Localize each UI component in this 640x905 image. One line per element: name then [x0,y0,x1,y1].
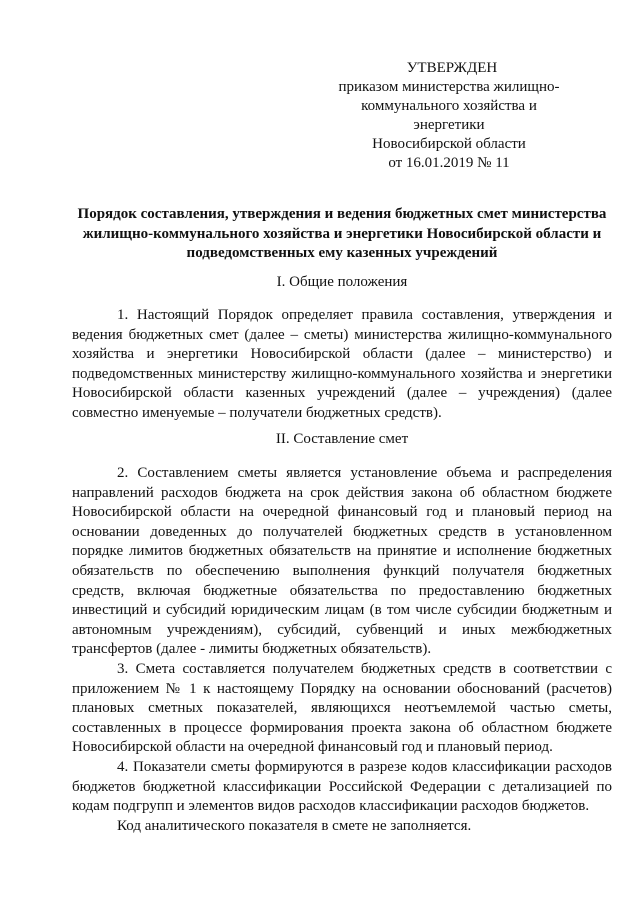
paragraph: 1. Настоящий Порядок определяет правила составления, утверждения и ведения бюджетных смет (далее – сметы) министерства жилищно-коммунального хозяйства и энергетики Новосибирской области (далее – министерство) и подведомственных министерству жилищно-коммунального хозяйства и энергетики Новосибирской области казенных учреждений (далее – учреждения) (далее совместно именуемые – получатели бюджетных средств). [72,307,612,421]
approval-line: коммунального хозяйства и энергетики [361,98,537,133]
paragraph: 4. Показатели сметы формируются в разрезе кодов классификации расходов бюджетов бюджетной классификации Российской Федерации с детализацией по кодам подгрупп и элементов видов расходов классификации расходов бюджетов. [72,758,612,815]
approval-line: Новосибирской области [372,136,526,152]
paragraph: Код аналитического показателя в смете не заполняется. [117,817,472,834]
section-body-general [72,306,612,424]
paragraph: 3. Смета составляется получателем бюджетных средств в соответствии с приложением № 1 к настоящему Порядку на основании обоснований (расчетов) плановых сметных показателей, являющихся неотъемлемой частью сметы, составленных в процессе формирования проекта закона об областном бюджете Новосибирской области на очередной финансовый год и плановый период. [72,660,612,756]
approval-line: приказом министерства жилищно- [338,79,560,95]
approval-date-line: от 16.01.2019 № 11 [388,155,510,171]
paragraph: 2. Составлением сметы является установление объема и распределения направлений расходов бюджета на срок действия закона об областном бюджете Новосибирской области на очередной финансовый год и плановый период на основании доведенных до получателей бюджетных средств в установленном порядке лимитов бюджетных обязательств на принятие и исполнение бюджетных обязательств по обеспечению выполнения функций получателя бюджетных средств, включая бюджетные обязательства по предоставлению бюджетных инвестиций и субсидий юридическим лицам (в том числе субсидии бюджетным и автономным учреждениям), субсидий, субвенций и иных межбюджетных трансфертов (далее - лимиты бюджетных обязательств). [72,465,612,658]
approval-heading: УТВЕРЖДЕН [406,60,498,76]
section-heading-drafting: II. Составление смет [275,431,409,447]
document-title: Порядок составления, утверждения и ведения бюджетных смет министерства жилищно-коммунального хозяйства и энергетики Новосибирской области и подведомственных ему казенных учреждений [77,206,607,261]
approval-stamp [330,59,568,173]
section-body-drafting [72,464,612,836]
section-heading-general: I. Общие положения [276,274,408,290]
